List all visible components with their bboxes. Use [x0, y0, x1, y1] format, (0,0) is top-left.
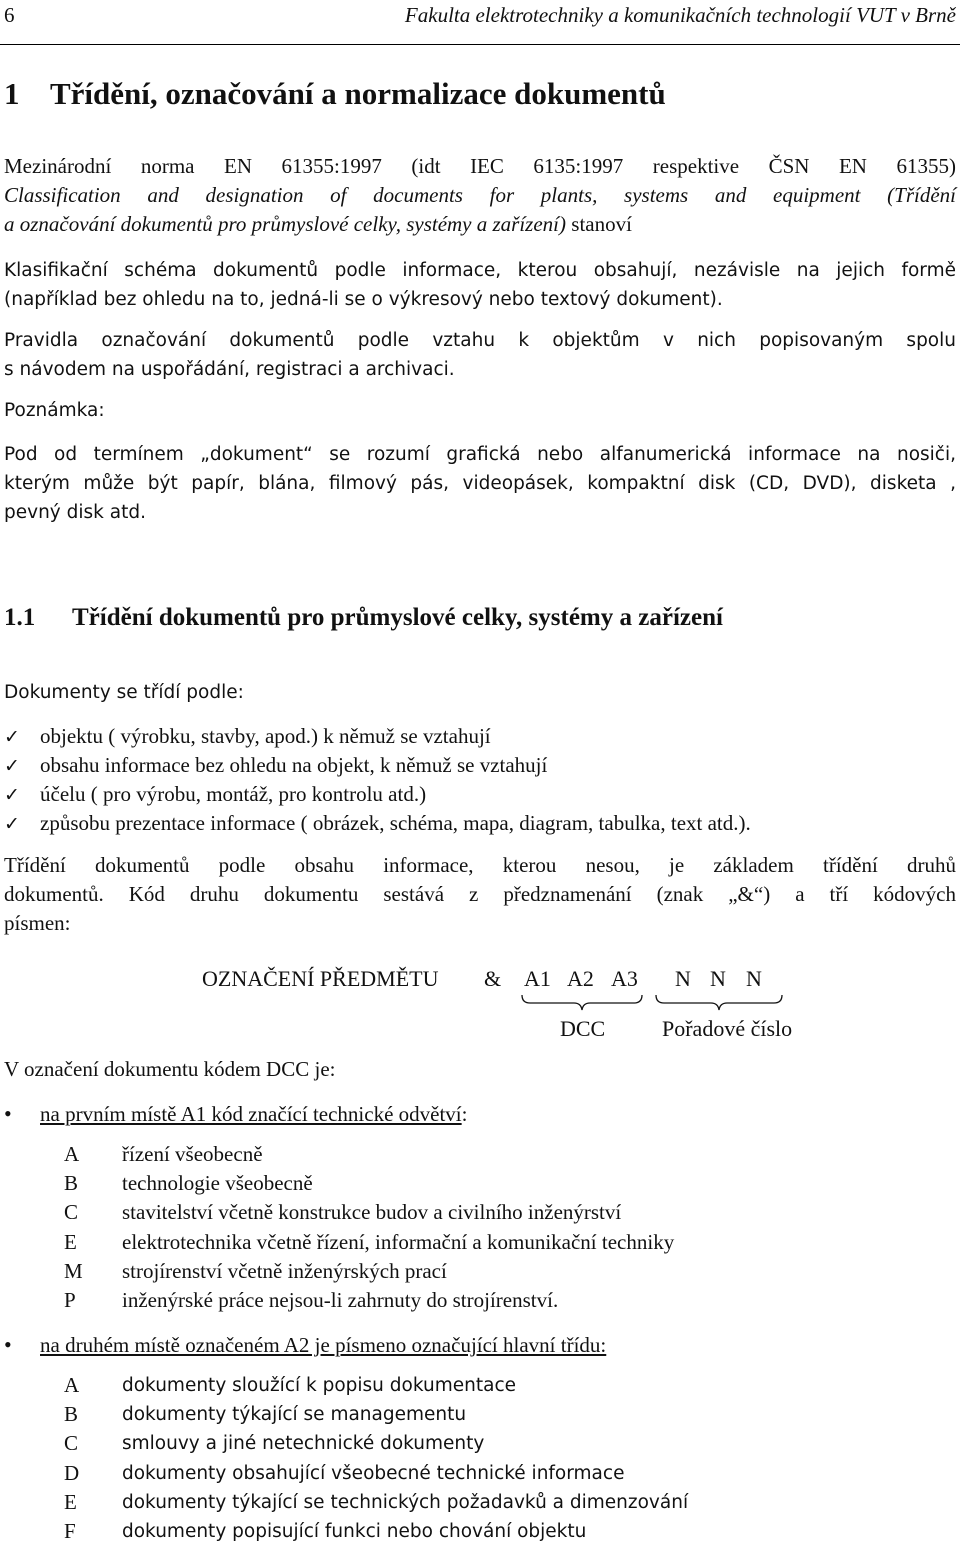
intro-line-2: Classification and designation of documents for plants, systems and equipment (Třídění — [4, 183, 956, 207]
code-desc: dokumenty popisující funkci nebo chování objektu — [122, 1521, 587, 1543]
dcc-intro: V označení dokumentu kódem DCC je: — [4, 1057, 336, 1081]
code-row — [64, 1228, 674, 1257]
code-letter: B — [64, 1171, 79, 1196]
diagram-n2: N — [710, 966, 726, 991]
klasifikace-line-1: Klasifikační schéma dokumentů podle informace, kterou obsahují, nezávisle na jejich formě — [4, 260, 956, 281]
bullet-a2 — [4, 1330, 606, 1360]
dcc-brace — [522, 995, 642, 1010]
code-letter: E — [64, 1489, 77, 1514]
code-row — [64, 1459, 688, 1488]
section-title: Třídění dokumentů pro průmyslové celky, systémy a zařízení — [72, 604, 723, 631]
code-desc: inženýrské práce nejsou-li zahrnuty do strojírenství. — [122, 1288, 559, 1313]
intro-line-3 — [4, 210, 956, 239]
check-item — [4, 722, 491, 752]
diagram-poradove: Pořadové číslo — [662, 1016, 793, 1041]
diagram-n3: N — [746, 966, 762, 991]
code-letter: E — [64, 1229, 77, 1254]
code-letter: P — [64, 1288, 76, 1313]
chapter-number: 1 — [4, 76, 20, 111]
bullet-a2-text: na druhém místě označeném A2 je písmeno označující hlavní třídu: — [40, 1333, 607, 1357]
check-item-text: obsahu informace bez ohledu na objekt, k němuž se vztahují — [40, 753, 548, 777]
section-number: 1.1 — [4, 604, 36, 631]
intro-line-3-rest: stanoví — [566, 212, 632, 236]
diagram-label: OZNAČENÍ PŘEDMĚTU — [202, 966, 439, 991]
code-desc: dokumenty týkající se technických požadavků a dimenzování — [122, 1491, 689, 1513]
code-desc: technologie všeobecně — [122, 1171, 313, 1196]
note-label: Poznámka: — [4, 400, 105, 421]
note-line-3: pevný disk atd. — [4, 502, 146, 523]
diagram-a3: A3 — [611, 966, 638, 991]
pravidla-line-2: s návodem na uspořádání, registraci a archivaci. — [4, 359, 455, 380]
diagram-a2: A2 — [567, 966, 594, 991]
trideni-line-1: Třídění dokumentů podle obsahu informace, kterou nesou, je základem třídění druhů — [4, 853, 956, 877]
intro-line-1: Mezinárodní norma EN 61355:1997 (idt IEC 6135:1997 respektive ČSN EN 61355) — [4, 154, 956, 178]
serial-brace — [656, 995, 782, 1010]
diagram-dcc: DCC — [560, 1016, 606, 1041]
code-letter: D — [64, 1460, 80, 1485]
code-row — [64, 1257, 674, 1286]
chapter-title: Třídění, označování a normalizace dokumentů — [50, 76, 666, 111]
bullet-icon: • — [4, 1332, 12, 1357]
check-item — [4, 751, 547, 781]
klasifikace-line-2: (například bez ohledu na to, jedná-li se o výkresový nebo textový dokument). — [4, 289, 723, 310]
check-item-text: účelu ( pro výrobu, montáž, pro kontrolu atd.) — [40, 782, 427, 806]
bullet-a1-colon: : — [461, 1102, 468, 1126]
code-letter: C — [64, 1431, 79, 1456]
checkmark-icon: ✓ — [4, 813, 20, 835]
code-letter: A — [64, 1373, 80, 1397]
check-item-text: objektu ( výrobku, stavby, apod.) k němuž se vztahují — [40, 724, 491, 748]
code-letter: M — [64, 1258, 83, 1283]
codes-a2-list — [64, 1371, 688, 1546]
trideni-line-3: písmen: — [4, 911, 71, 935]
code-desc: dokumenty sloužící k popisu dokumentace — [122, 1375, 516, 1396]
check-item — [4, 809, 751, 839]
page-header — [0, 0, 960, 45]
dcc-code-diagram — [0, 960, 960, 1050]
codes-a1-list — [64, 1140, 674, 1315]
code-desc: strojírenství včetně inženýrských prací — [122, 1258, 447, 1283]
section-heading — [4, 604, 723, 632]
page-number: 6 — [4, 3, 15, 27]
trideni-line-2: dokumentů. Kód druhu dokumentu sestává z předznamenání (znak „&“) a tří kódových — [4, 882, 956, 906]
code-desc: elektrotechnika včetně řízení, informační a komunikační techniky — [122, 1229, 675, 1254]
diagram-a1: A1 — [524, 966, 551, 991]
code-letter: F — [64, 1519, 76, 1544]
check-item — [4, 780, 426, 810]
code-row — [64, 1371, 688, 1400]
code-desc: dokumenty týkající se managementu — [122, 1404, 467, 1426]
code-desc: smlouvy a jiné netechnické dokumenty — [122, 1433, 485, 1455]
header-title: Fakulta elektrotechniky a komunikačních technologií VUT v Brně — [404, 3, 956, 27]
note-line-1: Pod od termínem „dokument“ se rozumí grafická nebo alfanumerická informace na nosiči, — [4, 444, 956, 465]
code-row — [64, 1400, 688, 1429]
code-desc: dokumenty obsahující všeobecné technické informace — [122, 1462, 625, 1484]
diagram-n1: N — [675, 966, 691, 991]
code-row — [64, 1517, 688, 1546]
code-letter: B — [64, 1402, 79, 1427]
code-row — [64, 1169, 674, 1198]
code-desc: stavitelství včetně konstrukce budov a civilního inženýrství — [122, 1200, 622, 1225]
note-line-2: kterým může být papír, blána, filmový pás, videopásek, kompaktní disk (CD, DVD), disketa , — [4, 473, 956, 494]
checkmark-icon: ✓ — [4, 784, 20, 806]
code-letter: C — [64, 1200, 79, 1225]
pravidla-line-1: Pravidla označování dokumentů podle vztahu k objektům v nich popisovaným spolu — [4, 330, 956, 351]
sort-intro: Dokumenty se třídí podle: — [4, 682, 244, 703]
check-item-text: způsobu prezentace informace ( obrázek, schéma, mapa, diagram, tabulka, text atd.). — [40, 811, 751, 835]
code-row — [64, 1429, 688, 1458]
bullet-icon: • — [4, 1101, 12, 1126]
code-desc: řízení všeobecně — [122, 1142, 263, 1166]
code-letter: A — [64, 1142, 80, 1166]
chapter-heading — [4, 76, 666, 112]
bullet-a1-text: na prvním místě A1 kód značící technické odvětví — [40, 1102, 462, 1126]
code-row — [64, 1286, 674, 1315]
code-row — [64, 1140, 674, 1169]
code-row — [64, 1198, 674, 1227]
checkmark-icon: ✓ — [4, 755, 20, 777]
intro-line-3-italic: a označování dokumentů pro průmyslové celky, systémy a zařízení) — [4, 212, 567, 236]
checkmark-icon: ✓ — [4, 726, 20, 748]
bullet-a1 — [4, 1099, 467, 1129]
diagram-amp: & — [484, 966, 502, 991]
code-row — [64, 1488, 688, 1517]
